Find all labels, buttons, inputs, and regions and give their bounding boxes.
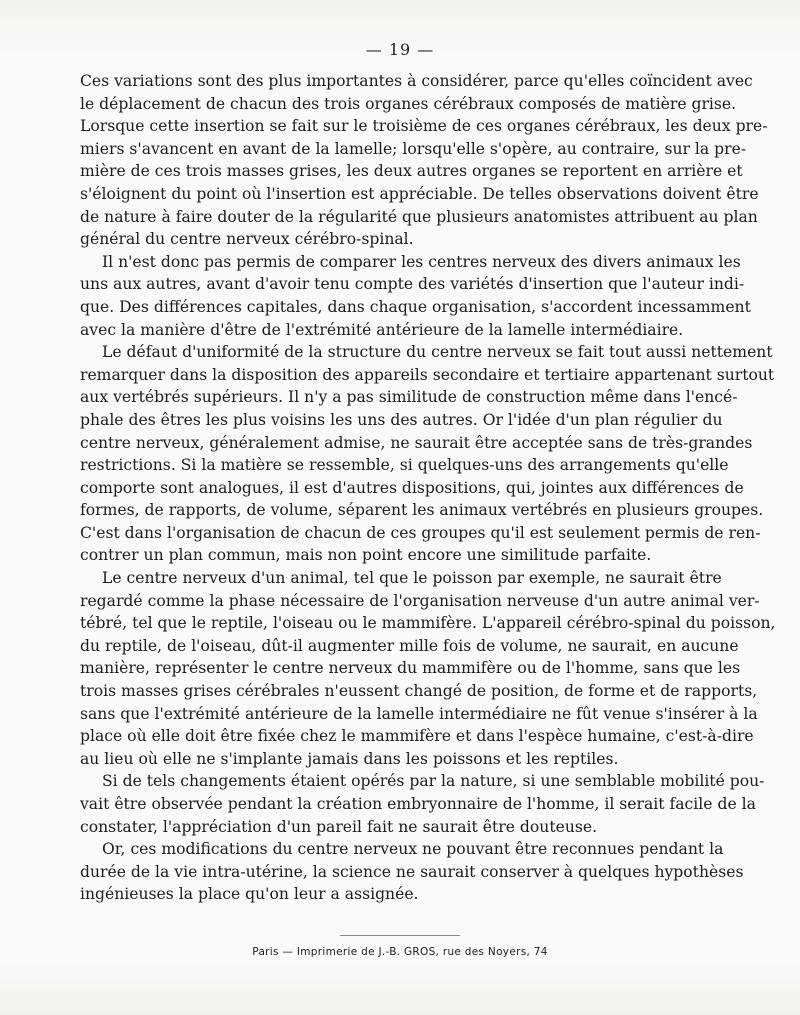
paragraph-2 <box>80 251 751 341</box>
text-line: que. Des différences capitales, dans chaque organisation, s'accordent incessamment <box>80 297 751 316</box>
text-line: tébré, tel que le reptile, l'oiseau ou le mammifère. L'appareil cérébro-spinal du poisson, <box>80 614 776 633</box>
text-line: remarquer dans la disposition des appareils secondaire et tertiaire appartenant surtout <box>80 365 775 384</box>
footer-divider <box>340 935 460 936</box>
text-line: contrer un plan commun, mais non point encore une similitude parfaite. <box>80 546 652 565</box>
text-line: place où elle doit être fixée chez le mammifère et dans l'espèce humaine, c'est-à-dire <box>80 727 754 746</box>
text-line: Lorsque cette insertion se fait sur le troisième de ces organes cérébraux, les deux pre- <box>80 117 768 136</box>
text-line: sans que l'extrémité antérieure de la lamelle intermédiaire ne fût venue s'insérer à la <box>80 704 758 723</box>
paragraph-6 <box>80 838 744 906</box>
text-line: au lieu où elle ne s'implante jamais dans les poissons et les reptiles. <box>80 749 619 768</box>
text-line: Or, ces modifications du centre nerveux ne pouvant être reconnues pendant la <box>102 840 724 859</box>
text-line: comporte sont analogues, il est d'autres dispositions, qui, jointes aux différences de <box>80 478 744 497</box>
text-line: phale des êtres les plus voisins les uns des autres. Or l'idée d'un plan régulier du <box>80 410 723 429</box>
text-line: vait être observée pendant la création embryonnaire de l'homme, il serait facile de la <box>80 795 756 813</box>
text-line: regardé comme la phase nécessaire de l'organisation nerveuse d'un autre animal ver- <box>80 591 760 610</box>
text-line: formes, de rapports, de volume, séparent les animaux vertébrés en plusieurs groupes. <box>80 501 764 520</box>
text-line: Ces variations sont des plus importantes à considérer, parce qu'elles coïncident avec <box>80 72 753 90</box>
text-line: Il n'est donc pas permis de comparer les centres nerveux des divers animaux les <box>102 252 741 271</box>
body-text <box>80 70 776 906</box>
text-line: Si de tels changements étaient opérés par la nature, si une semblable mobilité pou- <box>102 772 765 791</box>
text-line: du reptile, de l'oiseau, dût-il augmenter mille fois de volume, ne saurait, en aucune <box>80 636 739 655</box>
text-line: avec la manière d'être de l'extrémité antérieure de la lamelle intermédiaire. <box>80 320 684 339</box>
printer-imprint: Paris — Imprimerie de J.-B. GROS, rue des Noyers, 74 <box>252 946 548 958</box>
text-line: ingénieuses la place qu'on leur a assignée. <box>80 885 419 904</box>
text-line: manière, représenter le centre nerveux du mammifère ou de l'homme, sans que les <box>80 659 741 678</box>
page-number: — 19 — <box>365 40 435 59</box>
text-line: aux vertébrés supérieurs. Il n'y a pas similitude de construction même dans l'encé- <box>80 388 738 407</box>
text-line: mière de ces trois masses grises, les deux autres organes se reportent en arrière et <box>80 162 743 181</box>
paragraph-5 <box>80 770 765 838</box>
text-line: trois masses grises cérébrales n'eussent changé de position, de forme et de rapports, <box>80 682 758 701</box>
text-line: durée de la vie intra-utérine, la science ne saurait conserver à quelques hypothèses <box>80 862 744 881</box>
text-line: Le centre nerveux d'un animal, tel que le poisson par exemple, ne saurait être <box>102 569 722 588</box>
paragraph-1 <box>80 70 768 251</box>
paragraph-3 <box>80 341 775 567</box>
paragraph-4 <box>80 567 776 770</box>
text-line: C'est dans l'organisation de chacun de ces groupes qu'il est seulement permis de ren- <box>80 523 761 542</box>
text-line: miers s'avancent en avant de la lamelle; lorsqu'elle s'opère, au contraire, sur la pre- <box>80 139 747 158</box>
text-line: restrictions. Si la matière se ressemble, si quelques-uns des arrangements qu'elle <box>80 456 729 475</box>
text-line: constater, l'appréciation d'un pareil fait ne saurait être douteuse. <box>80 817 598 836</box>
text-line: général du centre nerveux cérébro-spinal. <box>80 230 414 249</box>
text-line: Le défaut d'uniformité de la structure du centre nerveux se fait tout aussi nettement <box>102 343 773 362</box>
text-line: de nature à faire douter de la régularité que plusieurs anatomistes attribuent au plan <box>80 207 758 226</box>
text-line: uns aux autres, avant d'avoir tenu compte des variétés d'insertion que l'auteur indi- <box>80 275 745 294</box>
text-line: centre nerveux, généralement admise, ne saurait être acceptée sans de très-grandes <box>80 433 753 452</box>
text-line: le déplacement de chacun des trois organes cérébraux composés de matière grise. <box>80 94 737 113</box>
text-line: s'éloignent du point où l'insertion est appréciable. De telles observations doivent être <box>80 184 759 203</box>
